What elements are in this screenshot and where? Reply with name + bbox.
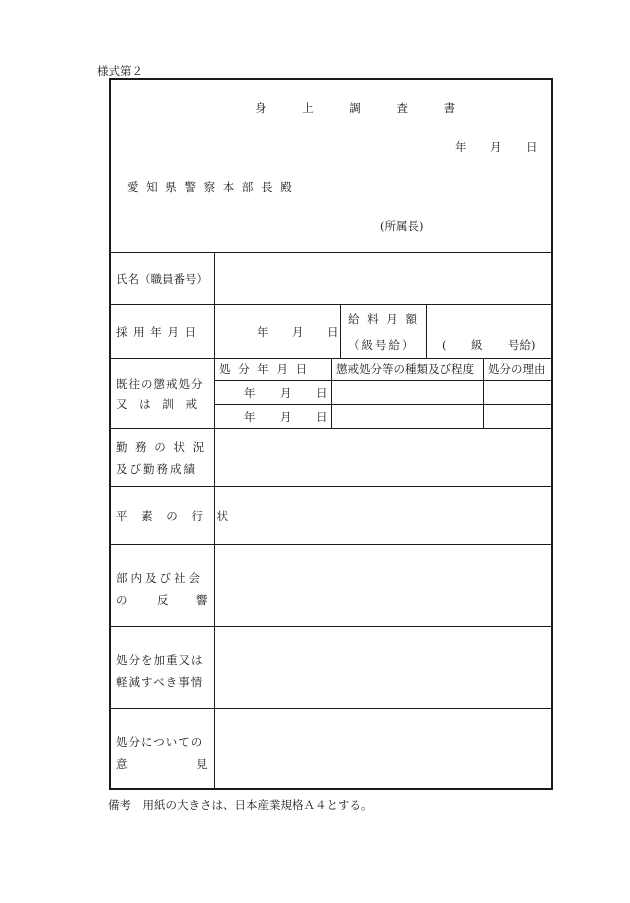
remark: 備考 用紙の大きさは、日本産業規格Ａ４とする。 (108, 798, 373, 812)
hire-date-label: 採 用 年 月 日 (116, 325, 198, 339)
hire-year: 年 (257, 325, 269, 339)
salary-step: 号給) (508, 338, 536, 352)
opinion-label: 処分についての (116, 735, 204, 749)
name-label: 氏名（職員番号） (116, 272, 208, 286)
opinion-label-ken: 見 (196, 757, 208, 771)
reaction-field[interactable] (216, 546, 550, 625)
date-day: 日 (526, 140, 538, 154)
discipline-row-1-day: 日 (316, 386, 328, 400)
circumstances-label: 処分を加重又は (116, 653, 204, 667)
addressee: 愛 知 県 警 察 本 部 長 殿 (127, 180, 294, 194)
discipline-row-1-month: 月 (280, 386, 292, 400)
circumstances-field[interactable] (216, 628, 550, 707)
discipline-label-2: 又 は 訓 戒 (116, 397, 201, 411)
reaction-label-no: の (116, 593, 128, 607)
circumstances-label-2: 軽減すべき事情 (116, 675, 204, 689)
discipline-row-2-month: 月 (280, 410, 292, 424)
sender: (所属長) (380, 219, 424, 233)
discipline-header-reason: 処分の理由 (488, 362, 546, 376)
work-label: 勤 務 の 状 況 (116, 440, 207, 454)
discipline-row-2-day: 日 (316, 410, 328, 424)
name-field[interactable] (216, 254, 550, 303)
opinion-label-i: 意 (116, 757, 128, 771)
hire-day: 日 (327, 325, 339, 339)
reaction-label-han: 反 (157, 593, 169, 607)
salary-grade: 級 (471, 338, 483, 352)
conduct-field[interactable] (216, 488, 550, 543)
reaction-label: 部内及び社会 (116, 571, 203, 585)
conduct-label: 平 素 の 行 状 (116, 509, 234, 523)
form-label: 様式第２ (97, 64, 143, 78)
opinion-field[interactable] (216, 710, 550, 787)
discipline-header-type: 懲戒処分等の種類及び程度 (336, 362, 474, 376)
work-field[interactable] (216, 430, 550, 485)
hire-month: 月 (292, 325, 304, 339)
discipline-row-1-year: 年 (244, 386, 256, 400)
salary-paren: ( (442, 338, 447, 352)
document-title: 身 上 調 査 書 (255, 101, 472, 115)
discipline-label: 既往の懲戒処分 (116, 377, 204, 391)
discipline-row-2-year: 年 (244, 410, 256, 424)
salary-label: 給 料 月 額 (348, 312, 419, 326)
salary-grade-label: （級号給） (348, 338, 416, 352)
date-month: 月 (490, 140, 502, 154)
reaction-label-kyo: 響 (196, 593, 208, 607)
work-label-2: 及び勤務成績 (116, 462, 197, 476)
discipline-header-date: 処 分 年 月 日 (219, 362, 310, 376)
date-year: 年 (455, 140, 467, 154)
